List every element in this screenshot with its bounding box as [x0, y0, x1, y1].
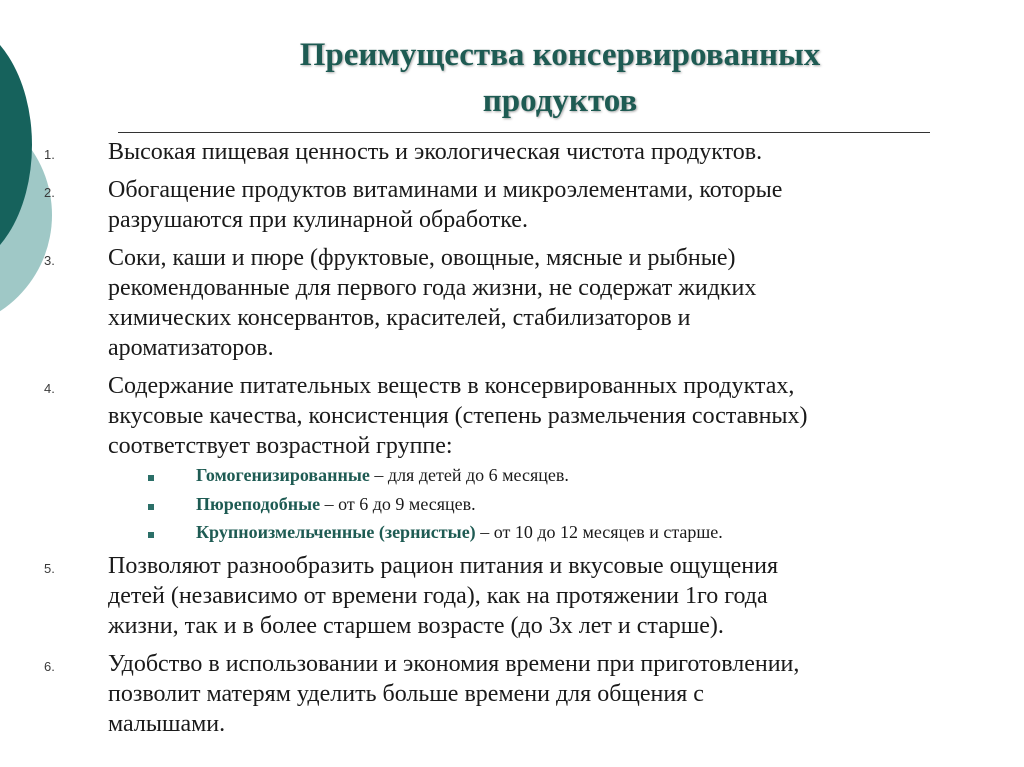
square-bullet-icon	[148, 532, 154, 538]
list-item-line: Обогащение продуктов витаминами и микроэлементами, которые	[108, 177, 783, 203]
list-item-line: Высокая пищевая ценность и экологическая чистота продуктов.	[108, 139, 763, 165]
list-item-number: 2.	[44, 185, 55, 200]
square-bullet-icon	[148, 504, 154, 510]
slide-title	[150, 32, 970, 124]
sub-list-item-term: Гомогенизированные	[196, 465, 370, 485]
list-item-line: разрушаются при кулинарной обработке.	[108, 207, 528, 233]
list-item-text	[108, 371, 1008, 461]
list-item-line: Соки, каши и пюре (фруктовые, овощные, мясные и рыбные)	[108, 245, 736, 271]
list-item-line: ароматизаторов.	[108, 335, 274, 361]
list-item-text	[108, 137, 1008, 167]
sub-list-item-description: – от 6 до 9 месяцев.	[320, 493, 476, 514]
square-bullet-icon	[148, 475, 154, 481]
list-item-number: 1.	[44, 147, 55, 162]
list-item-number: 5.	[44, 560, 55, 576]
list-item-text	[108, 551, 1008, 641]
list-item-text	[108, 175, 1008, 235]
list-item-text	[108, 243, 1008, 363]
list-item-line: соответствует возрастной группе:	[108, 433, 453, 459]
decorative-circles	[0, 0, 60, 360]
slide-title-line-1: Преимущества консервированных	[299, 37, 821, 73]
slide-title-line-2: продуктов	[482, 83, 638, 119]
sub-list-item-text	[196, 520, 996, 544]
sub-list-item-text	[196, 492, 996, 516]
sub-list-item-description: – от 10 до 12 месяцев и старше.	[475, 522, 723, 542]
list-item-line: Содержание питательных веществ в консервированных продуктах,	[108, 373, 795, 399]
list-item-line: рекомендованные для первого года жизни, не содержат жидких	[108, 275, 757, 301]
list-item-line: детей (независимо от времени года), как на протяжении 1го года	[108, 582, 768, 609]
list-item-number: 4.	[44, 381, 55, 396]
list-item-line: жизни, так и в более старшем возрасте (до 3х лет и старше).	[108, 612, 724, 639]
list-item-number: 3.	[44, 253, 55, 268]
title-underline	[118, 132, 930, 133]
sub-list-item-description: – для детей до 6 месяцев.	[369, 465, 569, 485]
list-item-line: химических консервантов, красителей, стабилизаторов и	[108, 305, 691, 331]
sub-list-item-term: Пюреподобные	[196, 493, 321, 514]
list-item-line: Удобство в использовании и экономия времени при приготовлении,	[108, 650, 800, 677]
list-item-line: малышами.	[108, 710, 226, 737]
list-item-line: позволит матерям уделить больше времени для общения с	[108, 680, 704, 707]
list-item-line: Позволяют разнообразить рацион питания и вкусовые ощущения	[108, 552, 779, 579]
list-item-number: 6.	[44, 658, 55, 674]
sub-list-item-term: Крупноизмельченные (зернистые)	[196, 522, 476, 542]
list-item-line: вкусовые качества, консистенция (степень размельчения составных)	[108, 403, 808, 429]
list-item-text	[108, 649, 1008, 739]
sub-list-item-text	[196, 463, 996, 487]
